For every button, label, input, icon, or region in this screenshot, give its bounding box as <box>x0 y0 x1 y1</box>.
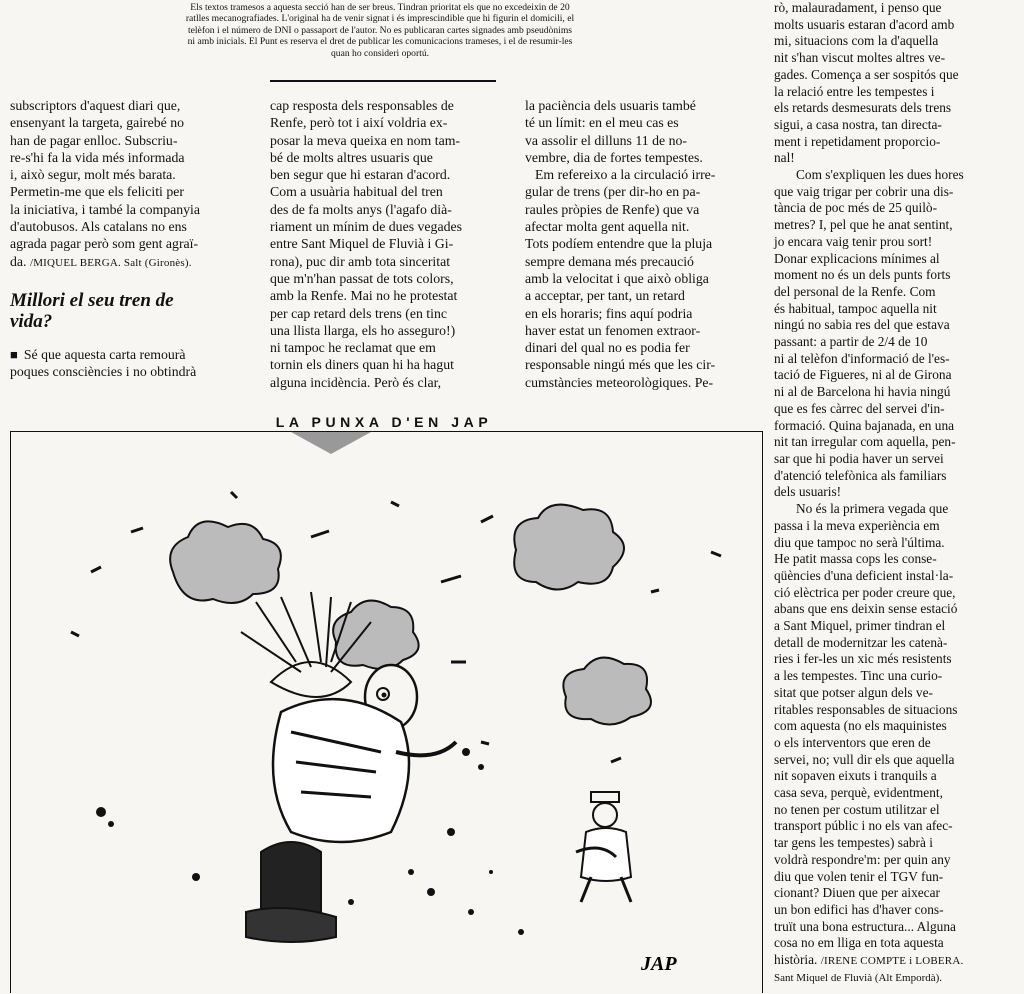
title-line: Millori el seu tren de <box>10 290 174 311</box>
text-line: ningú no sabia res del que estava <box>774 317 950 333</box>
text-line: transport públic i no els van afec- <box>774 818 953 834</box>
text-line: tació de Figueres, ni al de Girona <box>774 367 952 383</box>
text-line: abans que ens deixin sense estació <box>774 601 958 617</box>
text-line: que es fes càrrec del servei d'in- <box>774 400 945 416</box>
text-line: ni al de Barcelona hi havia ningú <box>774 384 951 400</box>
text-line: ries i fer-les un xic més resistents <box>774 651 952 667</box>
text-line: diu que volen tenir el TGV fun- <box>774 868 944 884</box>
text-line: formació. Quina bajanada, en una <box>774 417 955 433</box>
text-line: història. <box>774 952 818 968</box>
text-line: diu que tampoc no serà l'última. <box>774 534 945 550</box>
text-line: ció elèctrica per poder creure que, <box>774 584 956 600</box>
frame-pointer-triangle <box>291 432 371 454</box>
text-line: no tenen per costum utilitzar el <box>774 801 940 817</box>
text-line: cumstàncies meteorològiques. Pe- <box>525 374 714 390</box>
cartoon-heading: LA PUNXA D'EN JAP <box>275 414 493 430</box>
text-line: Renfe, però tot i així voldria ex- <box>270 115 448 131</box>
text-line: Tots podíem entendre que la pluja <box>525 236 713 252</box>
text-line: sitat que potser algun dels ve- <box>774 684 933 700</box>
cartoon-illustration <box>11 432 761 994</box>
text-line: alguna incidència. Però és clar, <box>270 374 442 390</box>
text-line: ni al telèfon d'informació de l'es- <box>774 350 950 366</box>
text-line: moment no és un dels punts forts <box>774 267 951 283</box>
text-line: ritables responsables de situacions <box>774 701 958 717</box>
text-line: cosa no em lliga en tota aquesta <box>774 935 944 951</box>
text-line: ben segur que hi estaran d'acord. <box>270 167 451 183</box>
notice-divider <box>270 80 496 82</box>
text-line: dinari del qual no es podia fer <box>525 340 690 356</box>
text-line: passant: a partir de 2/4 de 10 <box>774 334 928 350</box>
text-line: sar que hi podia haver un servei <box>774 450 944 466</box>
text-line: ensenyant la targeta, gairebé no <box>10 115 185 131</box>
man-body <box>273 699 409 842</box>
letter-2-column-4 <box>774 0 1020 986</box>
text-line: a acceptar, per tant, un retard <box>525 288 685 304</box>
notice-line: ratlles mecanografiades. L'original ha de venir signat i és imprescindible que hi figurin el domicili, el <box>185 13 575 25</box>
conductor-head <box>593 803 617 827</box>
letter-2-place: Sant Miquel de Fluvià (Alt Empordà). <box>774 971 943 984</box>
notice-line: telèfon i el número de DNI o passaport de l'autor. No es publicaran cartes signades amb pseudònims <box>187 24 573 36</box>
text-line: que vaig trigar per cobrir una dis- <box>774 183 954 199</box>
text-line: a les tempestes. Tinc una curio- <box>774 668 943 684</box>
text-line: des de fa molts anys (l'agafo dià- <box>270 201 452 217</box>
text-line: jo encara vaig tenir prou sort! <box>774 233 933 249</box>
text-line: poques consciències i no obtindrà <box>10 364 197 380</box>
text-line: per cap retard dels trens (en tinc <box>270 305 447 321</box>
text-line: subscriptors d'aquest diari que, <box>10 98 181 113</box>
text-line: d'autobusos. Als catalans no ens <box>10 219 187 235</box>
text-line: ■ Sé que aquesta carta remourà <box>10 346 246 363</box>
notice-line: Els textos tramesos a aquesta secció han de ser breus. Tindran prioritat els que no excedeixin de 20 <box>190 2 570 13</box>
text-line: servei, no; vull dir els que aquella <box>774 751 955 767</box>
text-line: entre Sant Miquel de Fluvià i Gi- <box>270 236 454 252</box>
cartoon-artist-signature: JAP <box>641 953 677 975</box>
text-line: sempre demana més precaució <box>525 253 694 269</box>
text-line: tar gens les tempestes) sabrà i <box>774 835 933 851</box>
text-line: la iniciativa, i també la companyia <box>10 201 201 217</box>
text-line: mi, situacions com la d'aquella <box>774 33 939 49</box>
text-line: a Sant Miquel, primer tindran el <box>774 618 946 634</box>
letter-2-column-2 <box>270 97 502 391</box>
text-line: Donar explicacions mínimes al <box>774 250 940 266</box>
text-line: un bon edifici has d'haver cons- <box>774 901 944 917</box>
letter-1-signature: /MIQUEL BERGA. Salt (Gironès). <box>29 256 192 269</box>
title-line: vida? <box>10 311 53 332</box>
man-legs <box>261 842 321 917</box>
text-line: qüències d'una deficient instal·la- <box>774 567 954 583</box>
text-line: amb la Renfe. Mai no he protestat <box>270 288 458 304</box>
text-line: nit s'han viscut moltes altres ve- <box>774 50 946 66</box>
text-line: sigui, a casa nostra, tan directa- <box>774 116 942 132</box>
letter-1-column <box>10 97 246 272</box>
text-line: amb la velocitat i que això obliga <box>525 270 709 286</box>
text-line: tància de poc més de 25 quilò- <box>774 200 938 216</box>
text-line: rona), puc dir amb tota sinceritat <box>270 253 451 269</box>
text-line: vembre, dia de fortes tempestes. <box>525 149 703 165</box>
text-line: i, això segur, molt més barata. <box>10 167 176 183</box>
text-line: han de pagar enlloc. Subscriu- <box>10 132 178 148</box>
text-line: passa i la meva experiència em <box>774 517 940 533</box>
text-line: ment i repetidament proporcio- <box>774 133 941 149</box>
signature-line <box>774 952 1020 970</box>
conductor-cap <box>591 792 619 802</box>
text-line: rò, malauradament, i penso que <box>774 0 942 15</box>
text-line: voldrà respondre'm: per quin any <box>774 851 951 867</box>
text-line: casa seva, perquè, evidentment, <box>774 785 943 801</box>
text-line: Com a usuària habitual del tren <box>270 184 443 200</box>
hair-scribble <box>271 662 351 697</box>
letter-2-intro <box>10 346 246 381</box>
text-line: d'atenció telefònica als familiars <box>774 467 947 483</box>
text-line: gades. Comença a ser sospitós que <box>774 66 959 82</box>
cartoon-frame <box>10 431 763 993</box>
text-line: agrada pagar però som gent agraï- <box>10 236 199 252</box>
text-line: posar la meva queixa en nom tam- <box>270 132 461 148</box>
text-line: ni tampoc he reclamat que em <box>270 340 436 356</box>
text-line: truït una bona estructura... Alguna <box>774 918 956 934</box>
text-line: tornin els diners quan hi ha hagut <box>270 357 454 373</box>
text-line: responsable ningú més que les cir- <box>525 357 716 373</box>
text-line: com aquesta (no els maquinistes <box>774 718 947 734</box>
text-line: nal! <box>774 150 795 166</box>
notice-line: ni amb inicials. El Punt es reserva el dret de publicar les comunicacions trameses, i el de resumir-les <box>187 36 573 48</box>
text-line: gular de trens (per dir-ho en pa- <box>525 184 701 200</box>
letter-2-title <box>10 290 240 332</box>
cloud-2 <box>514 505 624 590</box>
text-line: en els horaris; fins aquí podria <box>525 305 693 321</box>
text-line: té un límit: en el meu cas es <box>525 115 679 131</box>
text-line: va assolir el dilluns 11 de no- <box>525 132 687 148</box>
text-line: metres? I, pel que he anat sentint, <box>774 217 953 233</box>
signature-line <box>10 253 246 272</box>
text-line: bé de molts altres usuaris que <box>270 149 433 165</box>
cloud-4 <box>563 658 651 725</box>
text-line: re-s'hi fa la vida més informada <box>10 149 185 165</box>
text-line: riament un mínim de dues vegades <box>270 219 462 235</box>
text-line: He patit massa cops les conse- <box>774 551 937 567</box>
text-line: Permetin-me que els feliciti per <box>10 184 184 200</box>
text-line: que m'n'han passat de tots colors, <box>270 270 454 286</box>
text-line: del personal de la Renfe. Com <box>774 283 936 299</box>
text-line: nit tan irregular com aquella, pen- <box>774 434 956 450</box>
letter-2-signature: /IRENE COMPTE i LOBERA. <box>820 955 964 968</box>
text-line: una llista llarga, els ho asseguro!) <box>270 322 456 338</box>
text-line: raules pròpies de Renfe) que va <box>525 201 700 217</box>
cloud-3 <box>333 601 418 669</box>
text-line: és habitual, tampoc aquella nit <box>774 300 937 316</box>
text-line: No és la primera vegada que <box>796 501 949 517</box>
text-line: o els interventors que eren de <box>774 734 931 750</box>
notice-line: quan ho consideri oportú. <box>330 47 430 59</box>
text-line: la relació entre les tempestes i <box>774 83 935 99</box>
text-line: Com s'expliquen les dues hores <box>796 167 964 183</box>
text-line: els retards desmesurats dels trens <box>774 100 952 116</box>
small-conductor-figure <box>576 792 631 902</box>
text-line: cap resposta dels responsables de <box>270 98 454 113</box>
text-line: Em refereixo a la circulació irre- <box>535 167 716 183</box>
text-line: haver estat un fenomen extraor- <box>525 322 701 338</box>
text-line: la paciència dels usuaris també <box>525 98 696 113</box>
text-line: dels usuaris! <box>774 484 842 500</box>
text-line: afectar molta gent aquella nit. <box>525 219 690 235</box>
text-line: detall de modernitzar les catenà- <box>774 634 948 650</box>
conductor-body <box>581 828 631 881</box>
cloud-1 <box>170 521 281 603</box>
text-line: nit sopaven eixuts i tranquils a <box>774 768 937 784</box>
letter-2-column-3 <box>525 97 761 391</box>
letters-notice <box>110 2 650 59</box>
text-line: cionant? Diuen que per aixecar <box>774 885 940 901</box>
text-line: da. <box>10 253 27 269</box>
text-line: molts usuaris estaran d'acord amb <box>774 16 955 32</box>
